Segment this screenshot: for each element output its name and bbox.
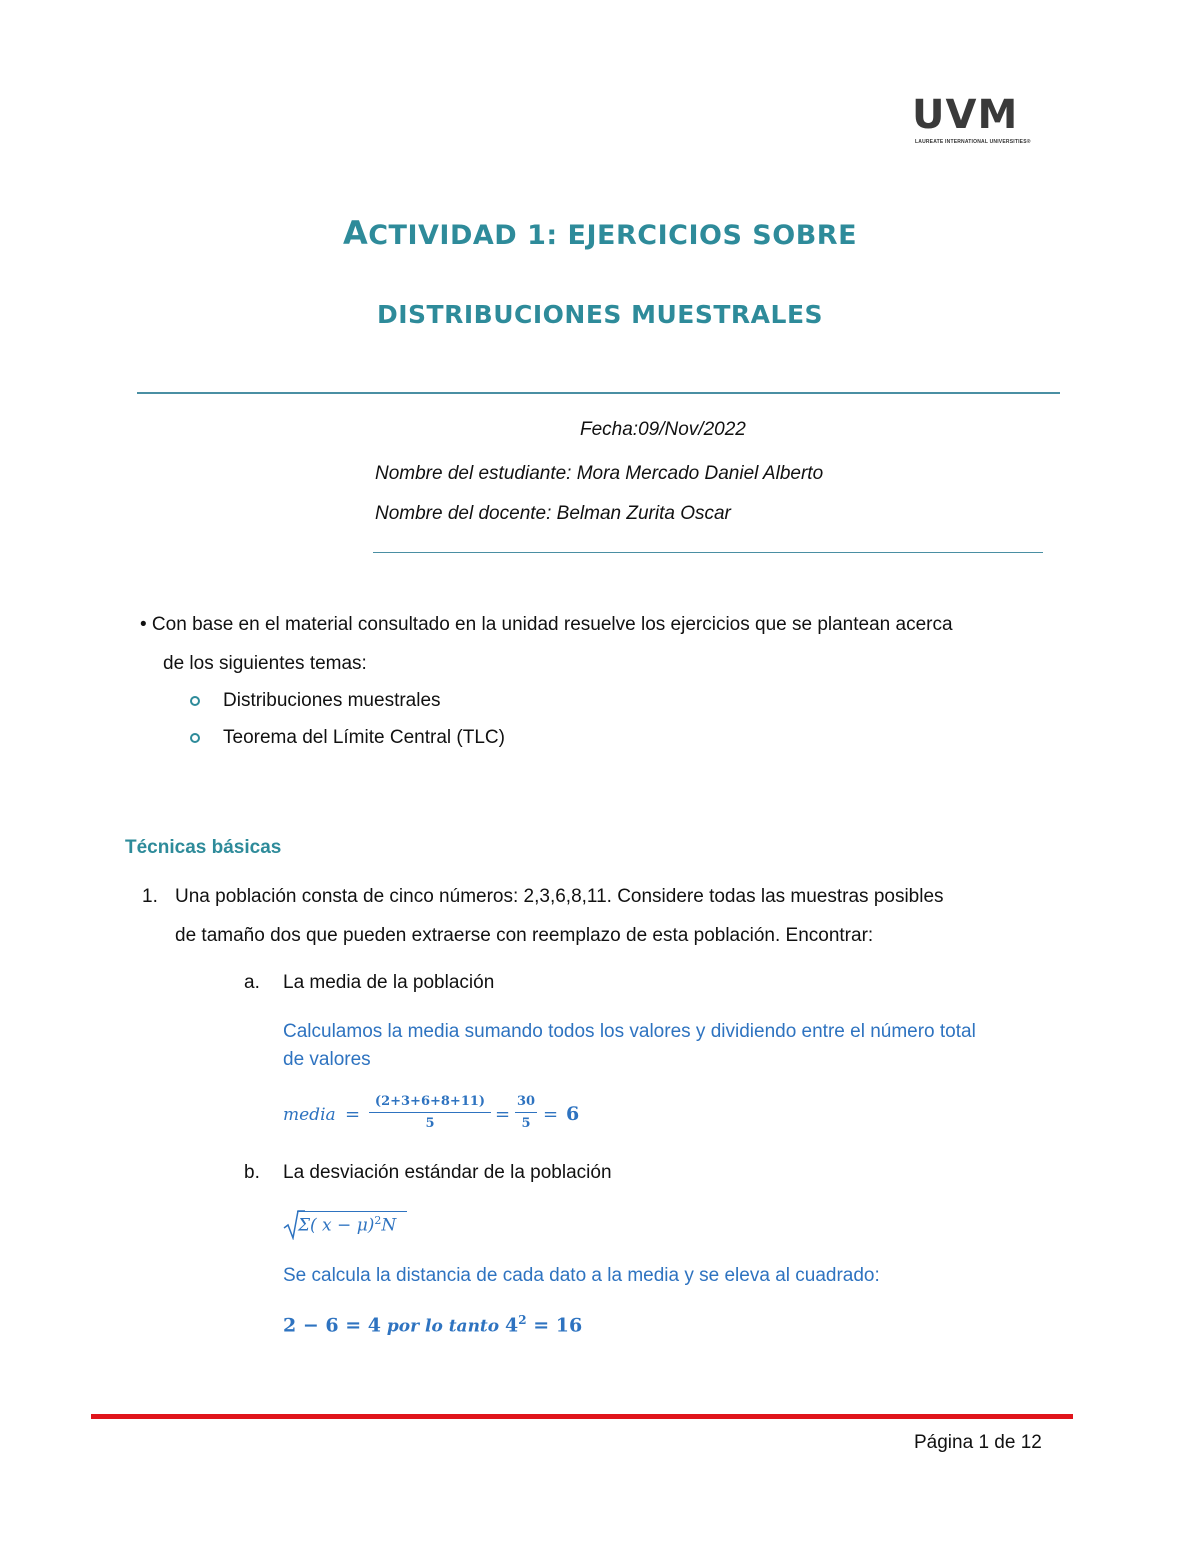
formula-label: media	[283, 1105, 336, 1125]
sd-tail: N	[381, 1215, 397, 1236]
logo-wordmark: UVM	[912, 92, 1019, 138]
equals-sign: =	[543, 1104, 559, 1125]
topic-item: Distribuciones muestrales	[223, 690, 441, 711]
answer-text-continued: de valores	[283, 1049, 371, 1070]
topic-item: Teorema del Límite Central (TLC)	[223, 727, 505, 748]
fraction-numerator: (2+3+6+8+11)	[374, 1094, 486, 1109]
fraction-bar	[515, 1112, 537, 1113]
uvm-logo	[912, 92, 1044, 150]
meta-divider	[373, 552, 1043, 553]
subquestion-text: La media de la población	[283, 972, 495, 993]
answer-text: Se calcula la distancia de cada dato a la media y se eleva al cuadrado:	[283, 1265, 880, 1286]
page-number: Página 1 de 12	[914, 1432, 1042, 1453]
formula-result: 6	[566, 1103, 580, 1125]
circle-bullet-icon	[190, 696, 200, 706]
fraction-denominator: 5	[425, 1116, 435, 1131]
radical-overline	[297, 1211, 407, 1212]
mean-formula	[283, 1094, 603, 1138]
meta-teacher: Nombre del docente: Belman Zurita Oscar	[375, 503, 731, 524]
calc-exponent: 2	[518, 1313, 527, 1327]
logo-tagline: LAUREATE INTERNATIONAL UNIVERSITIES®	[915, 139, 1031, 145]
title-initial: A	[342, 214, 369, 252]
fraction-sum	[369, 1094, 491, 1131]
title-divider	[137, 392, 1060, 394]
fraction-denominator: 5	[521, 1116, 531, 1131]
circle-bullet-icon	[190, 733, 200, 743]
subquestion-text: La desviación estándar de la población	[283, 1162, 612, 1183]
footer-divider	[91, 1414, 1073, 1419]
subquestion-letter: a.	[244, 972, 260, 993]
meta-date: Fecha:09/Nov/2022	[580, 419, 746, 440]
equals-sign: =	[495, 1104, 511, 1125]
answer-text: Calculamos la media sumando todos los valores y dividiendo entre el número total	[283, 1021, 976, 1042]
calc-words: por lo tanto	[380, 1316, 506, 1337]
fraction-bar	[369, 1112, 491, 1113]
calculation-formula	[283, 1313, 582, 1336]
title-rest: CTIVIDAD 1: EJERCICIOS SOBRE	[368, 220, 858, 251]
meta-student: Nombre del estudiante: Mora Mercado Daniel Alberto	[375, 463, 824, 484]
subquestion-letter: b.	[244, 1162, 260, 1183]
equals-sign: =	[345, 1104, 361, 1125]
intro-text: • Con base en el material consultado en la unidad resuelve los ejercicios que se plantean acerca	[140, 614, 953, 635]
fraction-total	[515, 1094, 537, 1131]
sd-expression: Σ( x − μ)	[298, 1215, 375, 1236]
calc-left: 2 − 6 = 4	[283, 1314, 381, 1337]
section-heading: Técnicas básicas	[125, 837, 282, 858]
question-number: 1.	[142, 886, 158, 907]
question-text: Una población consta de cinco números: 2,3,6,8,11. Considere todas las muestras posibles	[175, 886, 944, 907]
intro-text-continued: de los siguientes temas:	[163, 653, 367, 674]
calc-base: 4	[505, 1314, 519, 1337]
calc-result: = 16	[526, 1314, 583, 1337]
document-title-line2: DISTRIBUCIONES MUESTRALES	[376, 300, 824, 329]
std-dev-formula	[283, 1206, 443, 1242]
sd-exponent: 2	[374, 1214, 382, 1227]
document-title-line1	[0, 214, 1200, 252]
fraction-numerator: 30	[516, 1094, 536, 1109]
radical-content	[298, 1214, 396, 1236]
question-text-continued: de tamaño dos que pueden extraerse con reemplazo de esta población. Encontrar:	[175, 925, 874, 946]
